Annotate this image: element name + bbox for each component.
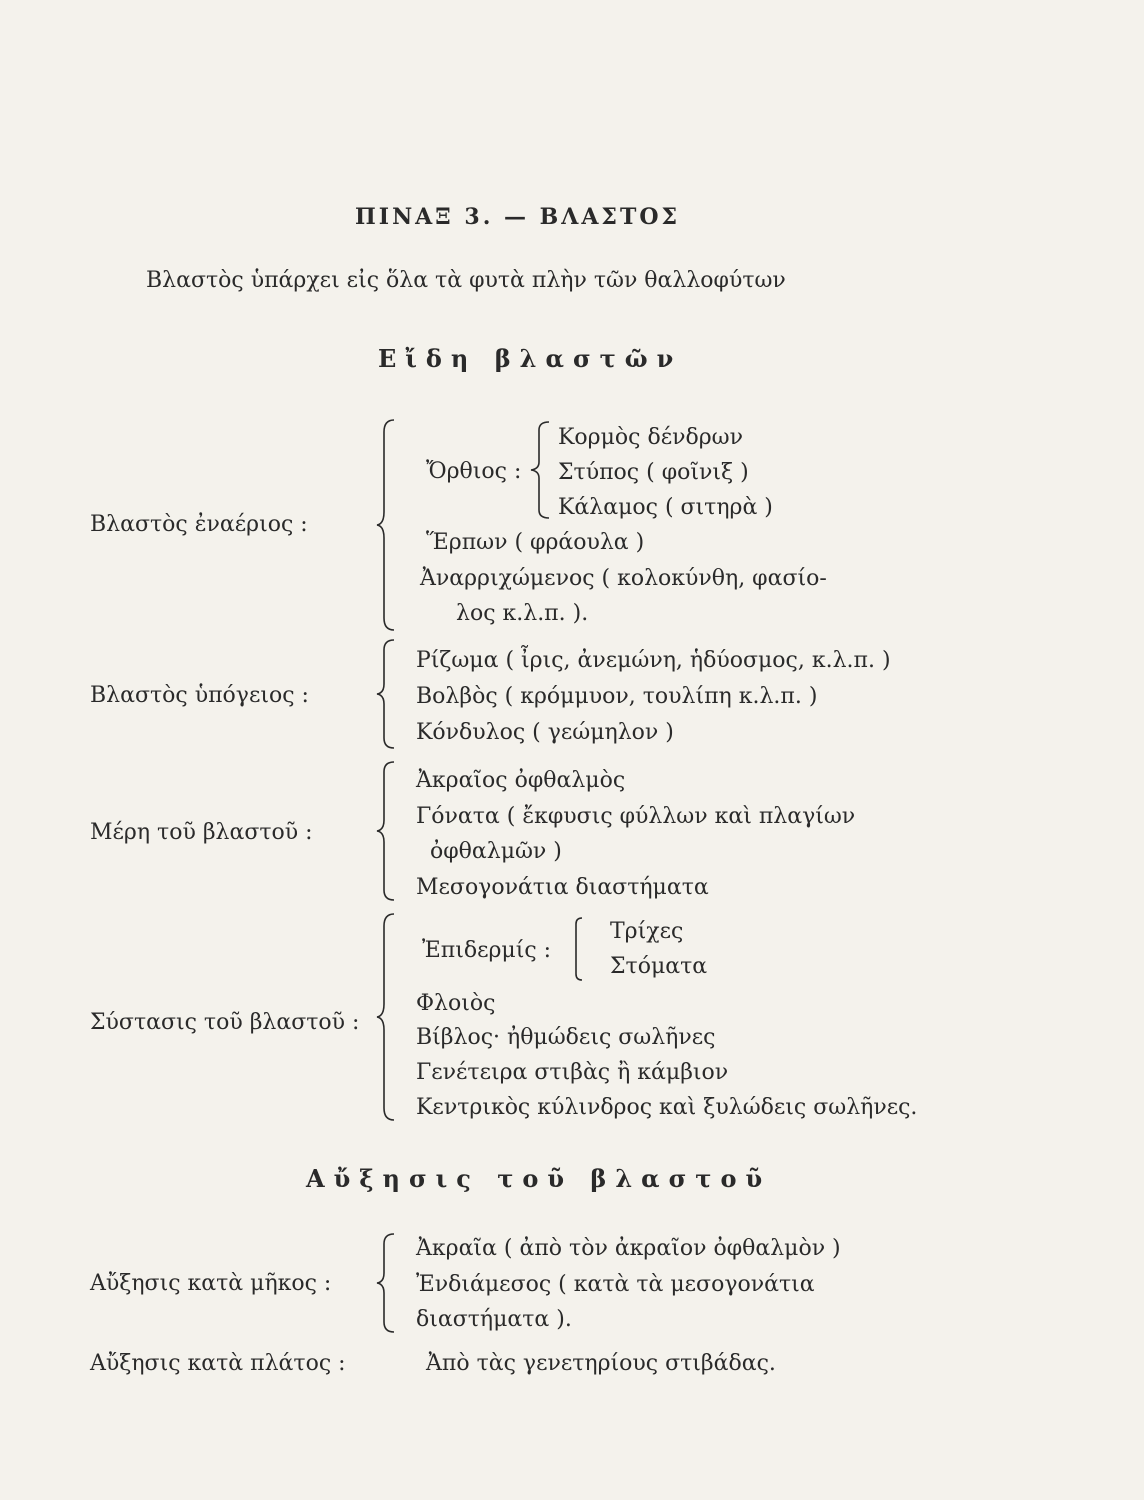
page-title: ΠΙΝΑΞ 3. — ΒΛΑΣΤΟΣ	[355, 204, 681, 230]
upright-label: Ὄρθιος :	[426, 459, 522, 484]
length-growth-item-continued: διαστήματα ).	[416, 1307, 572, 1332]
upright-brace	[525, 420, 555, 520]
intro-text: Βλαστὸς ὑπάρχει εἰς ὅλα τὰ φυτὰ πλὴν τῶν θαλλοφύτων	[146, 268, 786, 293]
length-growth-item: Ἀκραῖα ( ἀπὸ τὸν ἀκραῖον ὀφθαλμὸν )	[416, 1236, 841, 1261]
structure-item: Βίβλος· ἠθμώδεις σωλῆνες	[416, 1025, 716, 1050]
climbing-item-continued: λος κ.λ.π. ).	[456, 601, 589, 626]
parts-item: Ἀκραῖος ὀφθαλμὸς	[416, 768, 626, 793]
width-growth-label: Αὔξησις κατὰ πλάτος :	[90, 1351, 346, 1376]
structure-item: Φλοιὸς	[416, 991, 496, 1016]
underground-item: Ρίζωμα ( ἶρις, ἀνεμώνη, ἡδύοσμος, κ.λ.π. )	[416, 648, 891, 673]
aerial-label: Βλαστὸς ἐναέριος :	[90, 512, 308, 537]
upright-item: Κάλαμος ( σιτηρὰ )	[558, 495, 773, 520]
structure-brace	[374, 912, 400, 1122]
upright-item: Στύπος ( φοῖνιξ )	[558, 460, 749, 485]
aerial-brace	[374, 418, 400, 632]
length-growth-item: Ἐνδιάμεσος ( κατὰ τὰ μεσογονάτια	[416, 1272, 815, 1297]
parts-label: Μέρη τοῦ βλαστοῦ :	[90, 820, 313, 845]
creeping-item: Ἕρπων ( φράουλα )	[426, 530, 645, 555]
underground-item: Κόνδυλος ( γεώμηλον )	[416, 720, 674, 745]
kinds-heading: Εἴδη βλαστῶν	[378, 344, 683, 373]
underground-label: Βλαστὸς ὑπόγειος :	[90, 683, 309, 708]
parts-item-continued: ὀφθαλμῶν )	[430, 839, 562, 864]
parts-brace	[374, 760, 400, 902]
structure-item: Κεντρικὸς κύλινδρος καὶ ξυλώδεις σωλῆνες.	[416, 1095, 918, 1120]
underground-brace	[374, 638, 400, 750]
epidermis-label: Ἐπιδερμίς :	[422, 938, 552, 963]
parts-item: Μεσογονάτια διαστήματα	[416, 875, 709, 900]
width-growth-value: Ἀπὸ τὰς γενετηρίους στιβάδας.	[426, 1351, 776, 1376]
underground-item: Βολβὸς ( κρόμμυον, τουλίπη κ.λ.π. )	[416, 684, 818, 709]
epidermis-brace	[568, 916, 588, 982]
climbing-item: Ἀναρριχώμενος ( κολοκύνθη, φασίο-	[420, 566, 827, 591]
length-growth-brace	[374, 1232, 400, 1334]
structure-item: Γενέτειρα στιβὰς ἢ κάμβιον	[416, 1060, 729, 1085]
epidermis-item: Στόματα	[610, 954, 708, 979]
length-growth-label: Αὔξησις κατὰ μῆκος :	[90, 1271, 332, 1296]
growth-heading: Αὔξησις τοῦ βλαστοῦ	[306, 1164, 772, 1193]
upright-item: Κορμὸς δένδρων	[558, 425, 743, 450]
epidermis-item: Τρίχες	[610, 919, 684, 944]
structure-label: Σύστασις τοῦ βλαστοῦ :	[90, 1010, 360, 1035]
parts-item: Γόνατα ( ἔκφυσις φύλλων καὶ πλαγίων	[416, 804, 856, 829]
